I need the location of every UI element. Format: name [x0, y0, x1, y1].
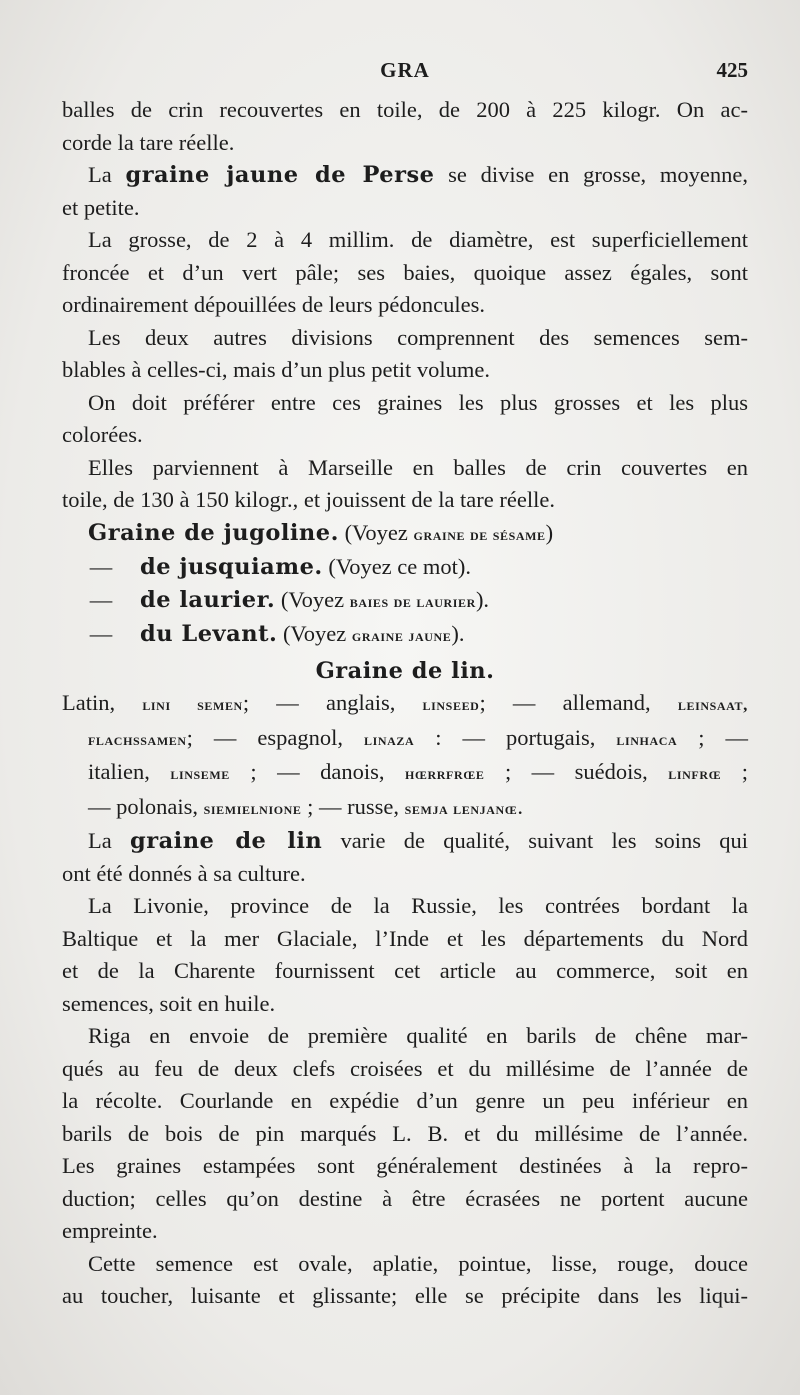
text-line: barils de bois de pin marqués L. B. et du millésime de l’année.: [62, 1120, 748, 1146]
text-line: Riga en envoie de première qualité en barils de chêne mar-: [88, 1023, 748, 1048]
ditto-dash: —: [89, 586, 113, 612]
text-run: La: [88, 828, 130, 853]
text-run: ).: [451, 621, 465, 646]
text-run: ; — suédois,: [484, 759, 669, 784]
text-run: Latin,: [62, 690, 143, 715]
cross-reference: [62, 551, 748, 584]
text-run: : — portugais,: [414, 724, 617, 750]
translation-line: [62, 722, 748, 757]
text-line: froncée et d’un vert pâle; ses baies, quoique assez égales, sont: [62, 259, 748, 285]
text-run: (Voyez: [338, 519, 414, 545]
text-line: ordinairement dépouillées de leurs pédoncules.: [62, 292, 485, 317]
text-line: La Livonie, province de la Russie, les contrées bordant la: [88, 893, 748, 918]
small-caps-term: lini semen: [142, 695, 243, 714]
text-run: (Voyez ce mot).: [322, 554, 472, 579]
text-line: semences, soit en huile.: [62, 990, 276, 1016]
text-line: balles de crin recouvertes en toile, de 200 à 225 kilogr. On ac-: [62, 97, 748, 122]
text-run: ; — russe,: [301, 793, 405, 819]
text-run: se divise en grosse, moyenne,: [434, 162, 749, 187]
text-run: — polonais,: [88, 793, 204, 819]
page-number: 425: [716, 58, 748, 82]
text-line: colorées.: [62, 422, 143, 447]
text-line: ont été donnés à sa culture.: [62, 860, 306, 886]
small-caps-term: linhaca: [616, 729, 678, 749]
small-caps-term: linseed: [422, 695, 480, 714]
small-caps-ref: graine jaune: [351, 626, 452, 645]
small-caps-ref: graine de sésame: [413, 524, 546, 544]
small-caps-term: leinsaat,: [677, 695, 749, 714]
text-line: Les graines estampées sont généralement destinées à la repro-: [62, 1153, 748, 1178]
text-line: [62, 159, 748, 192]
text-line: la récolte. Courlande en expédie d’un genre un peu inférieur en: [62, 1088, 748, 1113]
term-bold: graine jaune de Perse: [125, 162, 435, 188]
text-line: Les deux autres divisions comprennent des semences sem-: [88, 324, 748, 350]
text-line: duction; celles qu’on destine à être écrasées ne portent aucune: [62, 1185, 748, 1211]
text-run: varie de qualité, suivant les soins qui: [322, 828, 749, 853]
text-line: Baltique et la mer Glaciale, l’Inde et les départements du Nord: [62, 925, 748, 951]
translation-line: [62, 791, 748, 826]
term-bold: du Levant.: [140, 621, 278, 647]
text-run: La: [88, 162, 126, 187]
text-line: On doit préférer entre ces graines les plus grosses et les plus: [88, 389, 748, 415]
running-title: GRA: [380, 58, 430, 82]
text-run: ): [545, 519, 554, 545]
text-line: [62, 825, 748, 858]
body-text: [62, 94, 748, 1313]
text-run: ; — danois,: [229, 759, 405, 784]
text-run: .: [517, 793, 524, 819]
text-run: (Voyez: [277, 621, 352, 646]
cross-reference: [62, 584, 748, 619]
text-line: qués au feu de deux clefs croisées et du millésime de l’année de: [62, 1055, 748, 1081]
page-header: [62, 58, 748, 88]
translation-line: [62, 687, 748, 722]
text-run: (Voyez: [275, 586, 350, 612]
text-run: italien,: [88, 759, 171, 784]
ditto-dash: —: [89, 621, 113, 646]
text-line: au toucher, luisante et glissante; elle se précipite dans les liqui-: [62, 1283, 748, 1308]
small-caps-term: semja lenjanœ: [404, 798, 518, 818]
text-run: ; — allemand,: [479, 690, 678, 715]
cross-reference: [62, 517, 748, 552]
term-bold: Graine de jugoline.: [88, 519, 339, 546]
text-run: ; — anglais,: [242, 690, 423, 715]
small-caps-term: hœrrfrœe: [404, 764, 485, 783]
text-run: ).: [475, 586, 490, 612]
text-line: blables à celles-ci, mais d’un plus petit volume.: [62, 357, 491, 382]
text-run: ; —: [677, 724, 748, 750]
term-bold: graine de lin: [129, 828, 323, 854]
text-run: ; — espagnol,: [186, 724, 364, 750]
translation-line: [62, 756, 748, 791]
text-line: empreinte.: [62, 1218, 158, 1243]
small-caps-term: linfrœ: [668, 764, 722, 783]
text-line: et de la Charente fournissent cet article au commerce, soit en: [62, 958, 748, 983]
small-caps-ref: baies de laurier: [349, 591, 476, 611]
text-line: La grosse, de 2 à 4 millim. de diamètre, est superficiellement: [88, 227, 748, 252]
text-line: Cette semence est ovale, aplatie, pointue, lisse, rouge, douce: [88, 1250, 748, 1276]
cross-reference: [62, 618, 748, 653]
small-caps-term: siemielnione: [203, 798, 302, 818]
text-line: corde la tare réelle.: [62, 129, 235, 155]
small-caps-term: linseme: [170, 764, 230, 783]
text-line: Elles parviennent à Marseille en balles de crin couvertes en: [88, 454, 748, 480]
text-line: et petite.: [62, 194, 140, 220]
small-caps-term: flachssamen: [88, 729, 187, 749]
term-bold: de jusquiame.: [140, 554, 323, 580]
section-heading: Graine de lin.: [315, 657, 495, 684]
small-caps-term: linaza: [363, 729, 415, 749]
ditto-dash: —: [89, 554, 113, 579]
text-run: ;: [721, 759, 748, 784]
term-bold: de laurier.: [140, 586, 276, 613]
text-line: toile, de 130 à 150 kilogr., et jouissent de la tare réelle.: [62, 487, 555, 512]
